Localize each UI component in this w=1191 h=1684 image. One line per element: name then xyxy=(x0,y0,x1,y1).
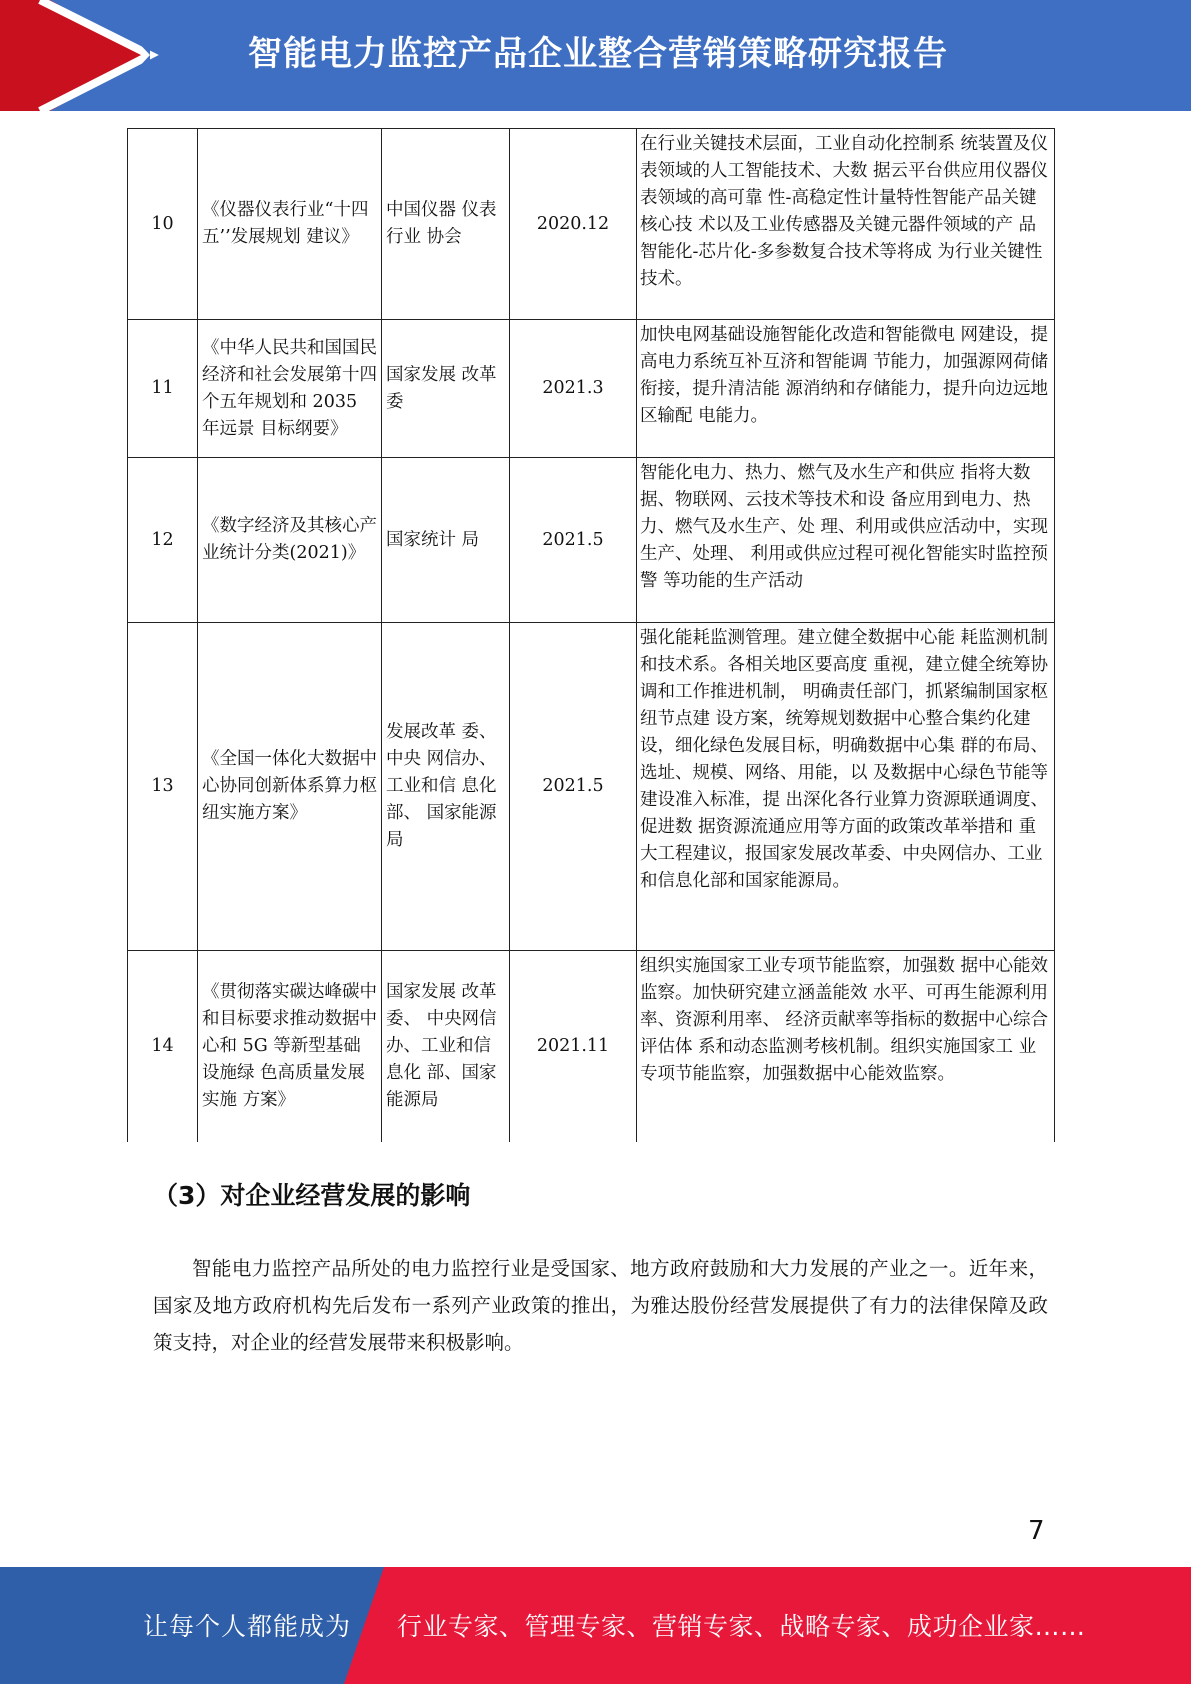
policy-issuer: 国家发展 改革委、 中央网信 办、工业和信息化 部、国家 能源局 xyxy=(382,951,510,1142)
policy-content: 加快电网基础设施智能化改造和智能微电 网建设，提高电力系统互补互济和智能调 节能力，加强源网荷储衔接，提升清洁能 源消纳和存储能力，提升向边远地区输配 电能力。 xyxy=(637,320,1055,458)
table-row xyxy=(128,320,1055,458)
policy-table xyxy=(127,128,1055,1142)
policy-issuer: 国家统计 局 xyxy=(382,458,510,623)
policy-content: 组织实施国家工业专项节能监察，加强数 据中心能效监察。加快研究建立涵盖能效 水平、可再生能源利用率、资源利用率、 经济贡献率等指标的数据中心综合评估体 系和动态监测考核机制。组织实施国家工 业专项节能监察，加强数据中心能效监察。 xyxy=(637,951,1055,1142)
footer-slogan-left: 让每个人都能成为 xyxy=(143,1612,352,1641)
policy-name: 《数字经济及其核心产业统计分类(2021)》 xyxy=(198,458,382,623)
section-heading: （3）对企业经营发展的影响 xyxy=(153,1181,471,1210)
policy-date: 2020.12 xyxy=(510,129,637,320)
table-row xyxy=(128,951,1055,1142)
row-number: 11 xyxy=(128,320,198,458)
policy-name: 《贯彻落实碳达峰碳中和目标要求推动数据中心和 5G 等新型基础设施绿 色高质量发展实施 方案》 xyxy=(198,951,382,1142)
table-row xyxy=(128,129,1055,320)
footer-slogan-right: 行业专家、管理专家、营销专家、战略专家、成功企业家…… xyxy=(397,1612,1086,1641)
table-row xyxy=(128,623,1055,951)
policy-date: 2021.5 xyxy=(510,623,637,951)
page-number: 7 xyxy=(1028,1516,1045,1546)
policy-content: 在行业关键技术层面，工业自动化控制系 统装置及仪表领域的人工智能技术、大数 据云平台供应用仪器仪表领域的高可靠 性-高稳定性计量特性智能产品关键核心技 术以及工业传感器及关键元器件领域的产 品智能化-芯片化-多参数复合技术等将成 为行业关键性技术。 xyxy=(637,129,1055,320)
policy-date: 2021.3 xyxy=(510,320,637,458)
policy-issuer: 发展改革 委、中央 网信办、工业和信 息化部、 国家能源 局 xyxy=(382,623,510,951)
row-number: 10 xyxy=(128,129,198,320)
policy-name: 《中华人民共和国国民经济和社会发展第十四个五年规划和 2035 年远景 目标纲要》 xyxy=(198,320,382,458)
page-header xyxy=(0,0,1191,111)
policy-issuer: 中国仪器 仪表行业 协会 xyxy=(382,129,510,320)
policy-name: 《仪器仪表行业“十四五’’发展规划 建议》 xyxy=(198,129,382,320)
report-title: 智能电力监控产品企业整合营销策略研究报告 xyxy=(248,34,948,74)
row-number: 13 xyxy=(128,623,198,951)
row-number: 14 xyxy=(128,951,198,1142)
row-number: 12 xyxy=(128,458,198,623)
policy-issuer: 国家发展 改革委 xyxy=(382,320,510,458)
body-paragraph: 智能电力监控产品所处的电力监控行业是受国家、地方政府鼓励和大力发展的产业之一。近年来，国家及地方政府机构先后发布一系列产业政策的推出，为雅达股份经营发展提供了有力的法律保障及政策支持，对企业的经营发展带来积极影响。 xyxy=(153,1257,1048,1354)
policy-content: 智能化电力、热力、燃气及水生产和供应 指将大数据、物联网、云技术等技术和设 备应用到电力、热力、燃气及水生产、处 理、利用或供应活动中，实现生产、处理、 利用或供应过程可视化智能实时监控预警 等功能的生产活动 xyxy=(637,458,1055,623)
policy-content: 强化能耗监测管理。建立健全数据中心能 耗监测机制和技术系。各相关地区要高度 重视，建立健全统筹协调和工作推进机制， 明确责任部门，抓紧编制国家枢纽节点建 设方案，统筹规划数据中心整合集约化建 设，细化绿色发展目标，明确数据中心集 群的布局、选址、规模、网络、用能，以 及数据中心绿色节能等建设准入标准，提 出深化各行业算力资源联通调度、促进数 据资源流通应用等方面的政策改革举措和 重大工程建议，报国家发展改革委、中央网信办、工业和信息化部和国家能源局。 xyxy=(637,623,1055,951)
table-row xyxy=(128,458,1055,623)
policy-date: 2021.11 xyxy=(510,951,637,1142)
page-footer xyxy=(0,1567,1191,1684)
policy-name: 《全国一体化大数据中心协同创新体系算力枢纽实施方案》 xyxy=(198,623,382,951)
policy-date: 2021.5 xyxy=(510,458,637,623)
